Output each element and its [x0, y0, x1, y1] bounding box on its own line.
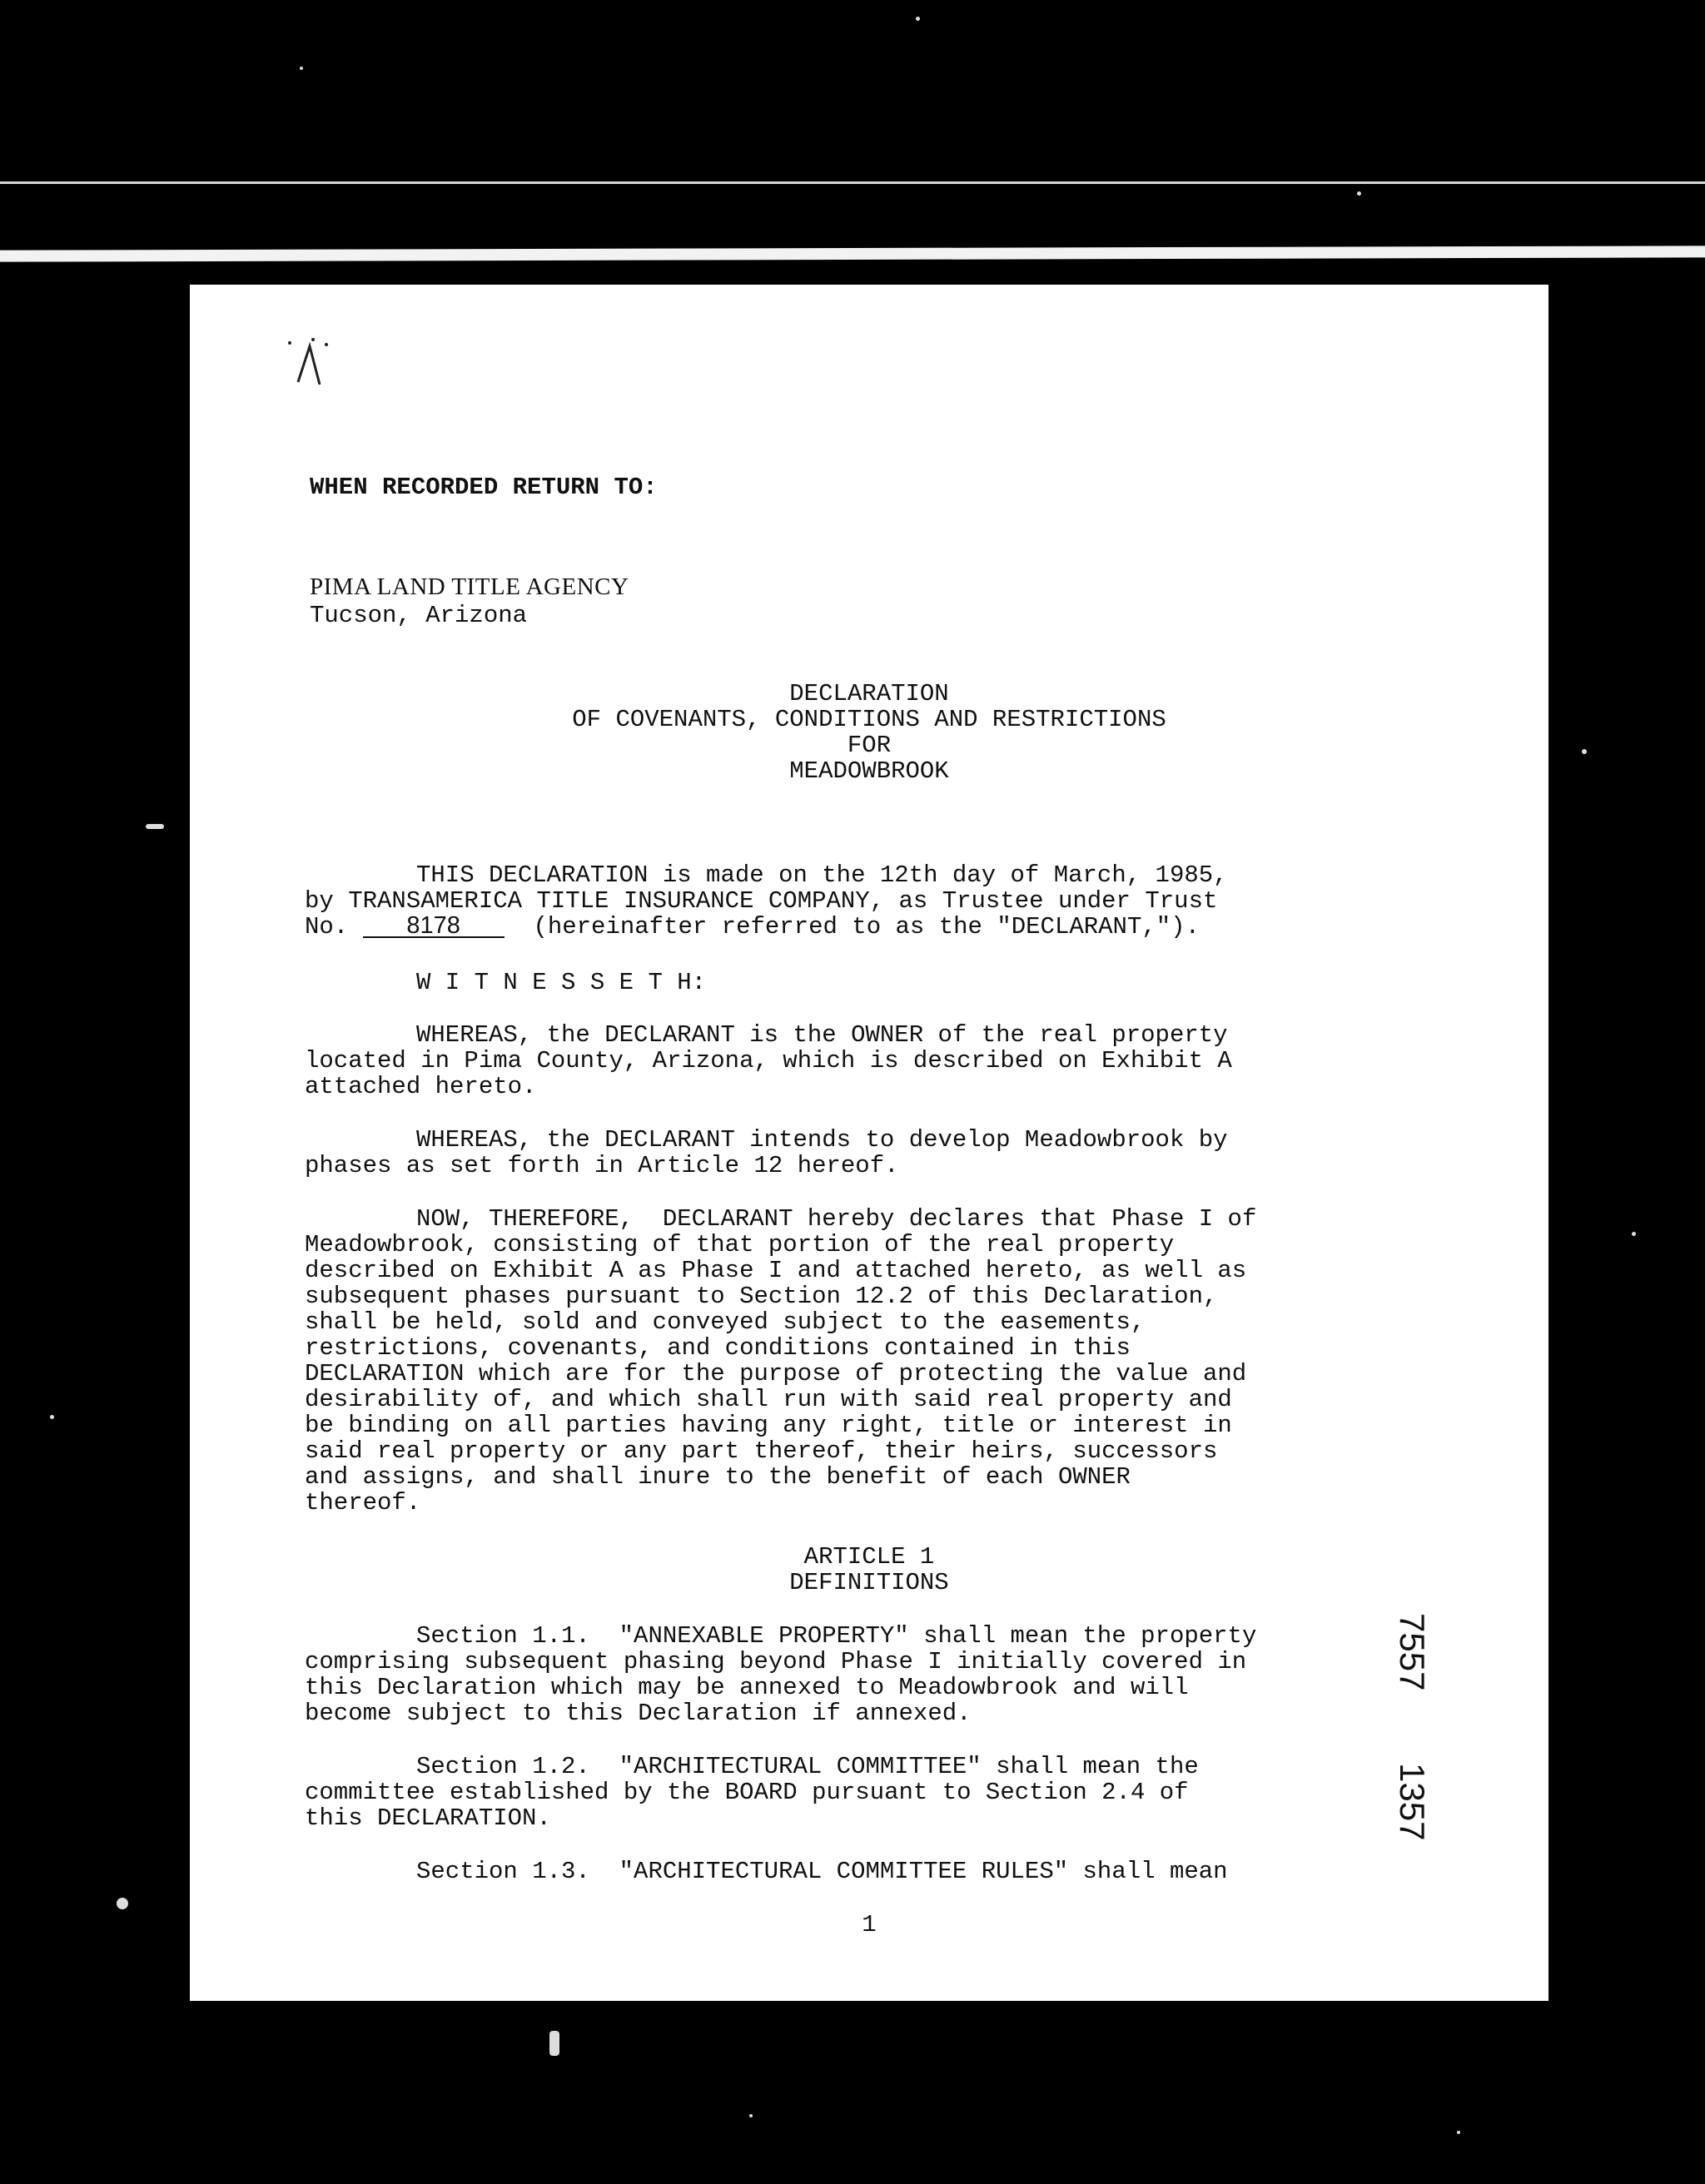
scan-speck	[300, 67, 303, 70]
scan-speck	[916, 17, 920, 21]
section-1-3-line-1: Section 1.3. "ARCHITECTURAL COMMITTEE RULES" shall mean	[416, 1858, 1228, 1885]
whereas-2-line-2: phases as set forth in Article 12 hereof.	[305, 1152, 899, 1179]
title-line-declaration: DECLARATION	[789, 680, 949, 707]
section-1-1-line-1: Section 1.1. "ANNEXABLE PROPERTY" shall mean the property	[416, 1622, 1257, 1650]
now-therefore-line-1: NOW, THEREFORE, DECLARANT hereby declares that Phase I of	[416, 1205, 1257, 1233]
scan-speck	[1357, 191, 1361, 196]
section-1-1-line-4: become subject to this Declaration if annexed.	[305, 1700, 972, 1727]
now-therefore-line-7: DECLARATION which are for the purpose of protecting the value and	[305, 1360, 1247, 1387]
now-therefore-line-12: thereof.	[305, 1489, 421, 1516]
whereas-1-line-3: attached hereto.	[305, 1073, 537, 1100]
section-1-2-line-3: this DECLARATION.	[305, 1804, 551, 1832]
witnesseth-heading: W I T N E S S E T H:	[416, 969, 707, 996]
now-therefore-line-6: restrictions, covenants, and conditions contained in this	[305, 1334, 1131, 1362]
now-therefore-line-2: Meadowbrook, consisting of that portion of the real property	[305, 1231, 1175, 1258]
agency-location: Tucson, Arizona	[310, 602, 528, 629]
article-number: ARTICLE 1	[803, 1543, 935, 1571]
trust-no-label: No.	[305, 913, 349, 941]
scan-speck	[117, 1898, 128, 1909]
now-therefore-line-3: described on Exhibit A as Phase I and attached hereto, as well as	[305, 1257, 1247, 1284]
article-heading: DEFINITIONS	[789, 1569, 949, 1596]
section-1-2-line-2: committee established by the BOARD pursuant to Section 2.4 of	[305, 1779, 1189, 1806]
now-therefore-line-5: shall be held, sold and conveyed subject to the easements,	[305, 1308, 1146, 1336]
section-1-1-line-2: comprising subsequent phasing beyond Phase I initially covered in	[305, 1648, 1247, 1675]
page-number: 1	[862, 1911, 877, 1938]
title-line-covenants: OF COVENANTS, CONDITIONS AND RESTRICTIONS	[572, 706, 1166, 733]
now-therefore-line-8: desirability of, and which shall run with said real property and	[305, 1386, 1232, 1413]
whereas-1-line-2: located in Pima County, Arizona, which is described on Exhibit A	[305, 1047, 1232, 1075]
title-line-for: FOR	[847, 732, 892, 759]
scan-speck	[50, 1415, 54, 1419]
document-page	[190, 285, 1548, 2001]
section-1-1-line-3: this Declaration which may be annexed to Meadowbrook and will	[305, 1674, 1189, 1701]
whereas-2-line-1: WHEREAS, the DECLARANT intends to develop Meadowbrook by	[416, 1126, 1228, 1154]
recording-docket-stamp: 7557	[1393, 1613, 1432, 1691]
section-1-2-line-1: Section 1.2. "ARCHITECTURAL COMMITTEE" shall mean the	[416, 1753, 1199, 1780]
scan-speck	[549, 2031, 559, 2056]
scan-speck	[1632, 1232, 1636, 1236]
now-therefore-line-10: said real property or any part thereof, their heirs, successors	[305, 1437, 1218, 1465]
now-therefore-line-11: and assigns, and shall inure to the benefit of each OWNER	[305, 1463, 1131, 1491]
intro-line-2: by TRANSAMERICA TITLE INSURANCE COMPANY, as Trustee under Trust	[305, 887, 1218, 915]
trust-number: 8178	[363, 915, 505, 938]
agency-name: PIMA LAND TITLE AGENCY	[310, 573, 629, 600]
document-body	[190, 285, 1548, 2001]
recording-page-stamp: 1357	[1393, 1763, 1432, 1841]
declarant-reference: (hereinafter referred to as the "DECLARANT,").	[533, 913, 1200, 941]
scan-speck	[146, 824, 164, 829]
scan-speck	[1582, 749, 1587, 754]
title-line-meadowbrook: MEADOWBROOK	[789, 757, 949, 785]
now-therefore-line-4: subsequent phases pursuant to Section 12.2 of this Declaration,	[305, 1283, 1218, 1310]
scan-speck	[749, 2114, 753, 2117]
whereas-1-line-1: WHEREAS, the DECLARANT is the OWNER of the real property	[416, 1021, 1228, 1049]
intro-line-1: THIS DECLARATION is made on the 12th day of March, 1985,	[416, 861, 1228, 889]
return-to-label: WHEN RECORDED RETURN TO:	[310, 474, 658, 501]
intro-line-3	[305, 914, 1200, 940]
scan-speck	[1457, 2131, 1460, 2134]
scan-frame-line-top	[0, 181, 1705, 184]
now-therefore-line-9: be binding on all parties having any right, title or interest in	[305, 1412, 1232, 1439]
scan-frame-line-bottom	[0, 246, 1705, 261]
